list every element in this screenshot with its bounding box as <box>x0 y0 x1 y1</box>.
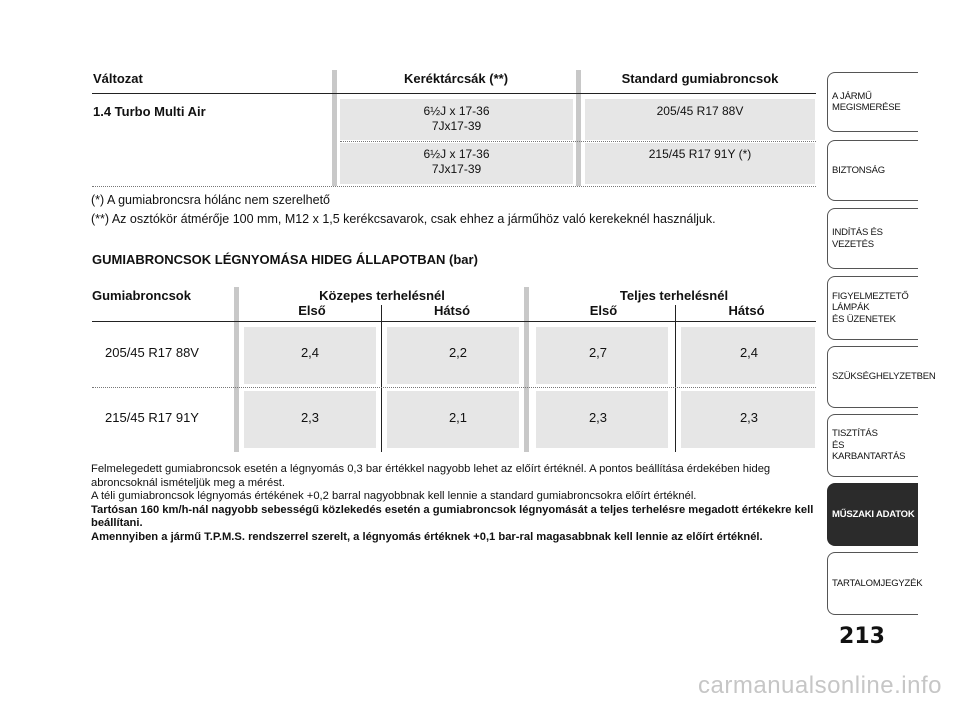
variant-name: 1.4 Turbo Multi Air <box>93 104 206 119</box>
table-row <box>92 345 816 363</box>
pressure-full-rear: 2,4 <box>739 345 759 360</box>
header-medium-load: Közepes terhelésnél <box>319 288 445 303</box>
pressure-medium-front: 2,3 <box>300 410 320 425</box>
tab-index[interactable] <box>827 552 923 615</box>
section-title: GUMIABRONCSOK LÉGNYOMÁSA HIDEG ÁLLAPOTBAN (bar) <box>92 252 478 267</box>
header-front: Első <box>298 303 326 318</box>
notes-block <box>91 463 817 544</box>
header-full-load: Teljes terhelésnél <box>619 288 729 303</box>
tab-emergency[interactable] <box>827 346 936 408</box>
row-divider <box>340 141 816 142</box>
row-divider <box>92 387 816 388</box>
pressure-full-rear: 2,3 <box>739 410 759 425</box>
header-rims: Keréktárcsák (**) <box>403 71 509 86</box>
tab-technical-data[interactable] <box>827 483 918 546</box>
tyre-size: 215/45 R17 91Y (*) <box>648 147 752 161</box>
pressure-full-front: 2,3 <box>588 410 608 425</box>
footnote-double-star: (**) Az osztókör átmérője 100 mm, M12 x 1,5 kerékcsavarok, csak ehhez a járműhöz való kerekeknél használjuk. <box>91 212 716 226</box>
tab-vehicle-overview[interactable] <box>827 72 918 132</box>
rim-size-alt: 7Jx17-39 <box>431 162 482 176</box>
subcolumn-divider <box>381 305 382 452</box>
table-row <box>340 147 573 177</box>
table-row <box>340 104 573 134</box>
tab-label: BIZTONSÁG <box>832 164 885 176</box>
tab-label: TARTALOMJEGYZÉK <box>832 577 923 589</box>
rim-size: 6½J x 17-36 <box>423 147 490 161</box>
header-rear: Hátsó <box>728 303 765 318</box>
tyre-size: 205/45 R17 88V <box>105 345 199 360</box>
watermark: carmanualsonline.info <box>698 672 942 699</box>
tyre-size: 215/45 R17 91Y <box>105 410 199 425</box>
note-high-speed: Tartósan 160 km/h-nál nagyobb sebességű közlekedés esetén a gumiabroncsok légnyomását a teljes terhelésre megadott értékekre kell beállítani. <box>91 503 814 529</box>
rim-size: 6½J x 17-36 <box>423 104 490 118</box>
header-tyres: Standard gumiabroncsok <box>621 71 779 86</box>
column-divider <box>332 70 337 186</box>
tab-safety[interactable] <box>827 140 918 201</box>
tab-label: SZÜKSÉGHELYZETBEN <box>832 371 936 383</box>
pressure-medium-rear: 2,2 <box>448 345 468 360</box>
tab-label: MŰSZAKI ADATOK <box>832 508 915 520</box>
footnote-star: (*) A gumiabroncsra hólánc nem szerelhető <box>91 193 331 207</box>
note-tpms: Amennyiben a jármű T.P.M.S. rendszerrel szerelt, a légnyomás értéknek +0,1 bar-ral magasabbnak kell lennie az előírt értéknél. <box>91 530 763 543</box>
tab-warning-lights[interactable] <box>827 276 918 340</box>
column-divider <box>576 70 581 186</box>
note-warm-tyres: Felmelegedett gumiabroncsok esetén a légnyomás 0,3 bar értékkel nagyobb lehet az előírt értéknél. A pontos beállítása érdekében hideg abroncsoknál ismételjük meg a mérést. <box>91 463 771 489</box>
tyre-size: 205/45 R17 88V <box>656 104 744 118</box>
pressure-full-front: 2,7 <box>588 345 608 360</box>
tab-label: FIGYELMEZTETŐ LÁMPÁK ÉS ÜZENETEK <box>832 290 909 325</box>
page-number: 213 <box>839 624 885 649</box>
tab-starting-driving[interactable] <box>827 208 918 269</box>
header-rule <box>92 93 816 94</box>
pressure-medium-rear: 2,1 <box>448 410 468 425</box>
tab-label: TISZTÍTÁS ÉS KARBANTARTÁS <box>832 428 906 463</box>
header-tyres-col: Gumiabroncsok <box>92 288 191 303</box>
table-row <box>92 410 816 428</box>
header-rear: Hátsó <box>433 303 471 318</box>
subcolumn-divider <box>675 305 676 452</box>
tab-label: INDÍTÁS ÉS VEZETÉS <box>832 227 883 250</box>
table-bottom-rule <box>92 186 816 187</box>
header-rule <box>92 321 816 322</box>
tab-maintenance[interactable] <box>827 414 918 477</box>
header-front: Első <box>589 303 618 318</box>
pressure-medium-front: 2,4 <box>300 345 320 360</box>
tab-label: A JÁRMŰ MEGISMERÉSE <box>832 90 901 113</box>
rim-size-alt: 7Jx17-39 <box>431 119 482 133</box>
header-variant: Változat <box>93 71 143 86</box>
note-winter-tyres: A téli gumiabroncsok légnyomás értékének +0,2 barral nagyobbnak kell lennie a standard gumiabroncsokra előírt értéknél. <box>91 490 697 502</box>
